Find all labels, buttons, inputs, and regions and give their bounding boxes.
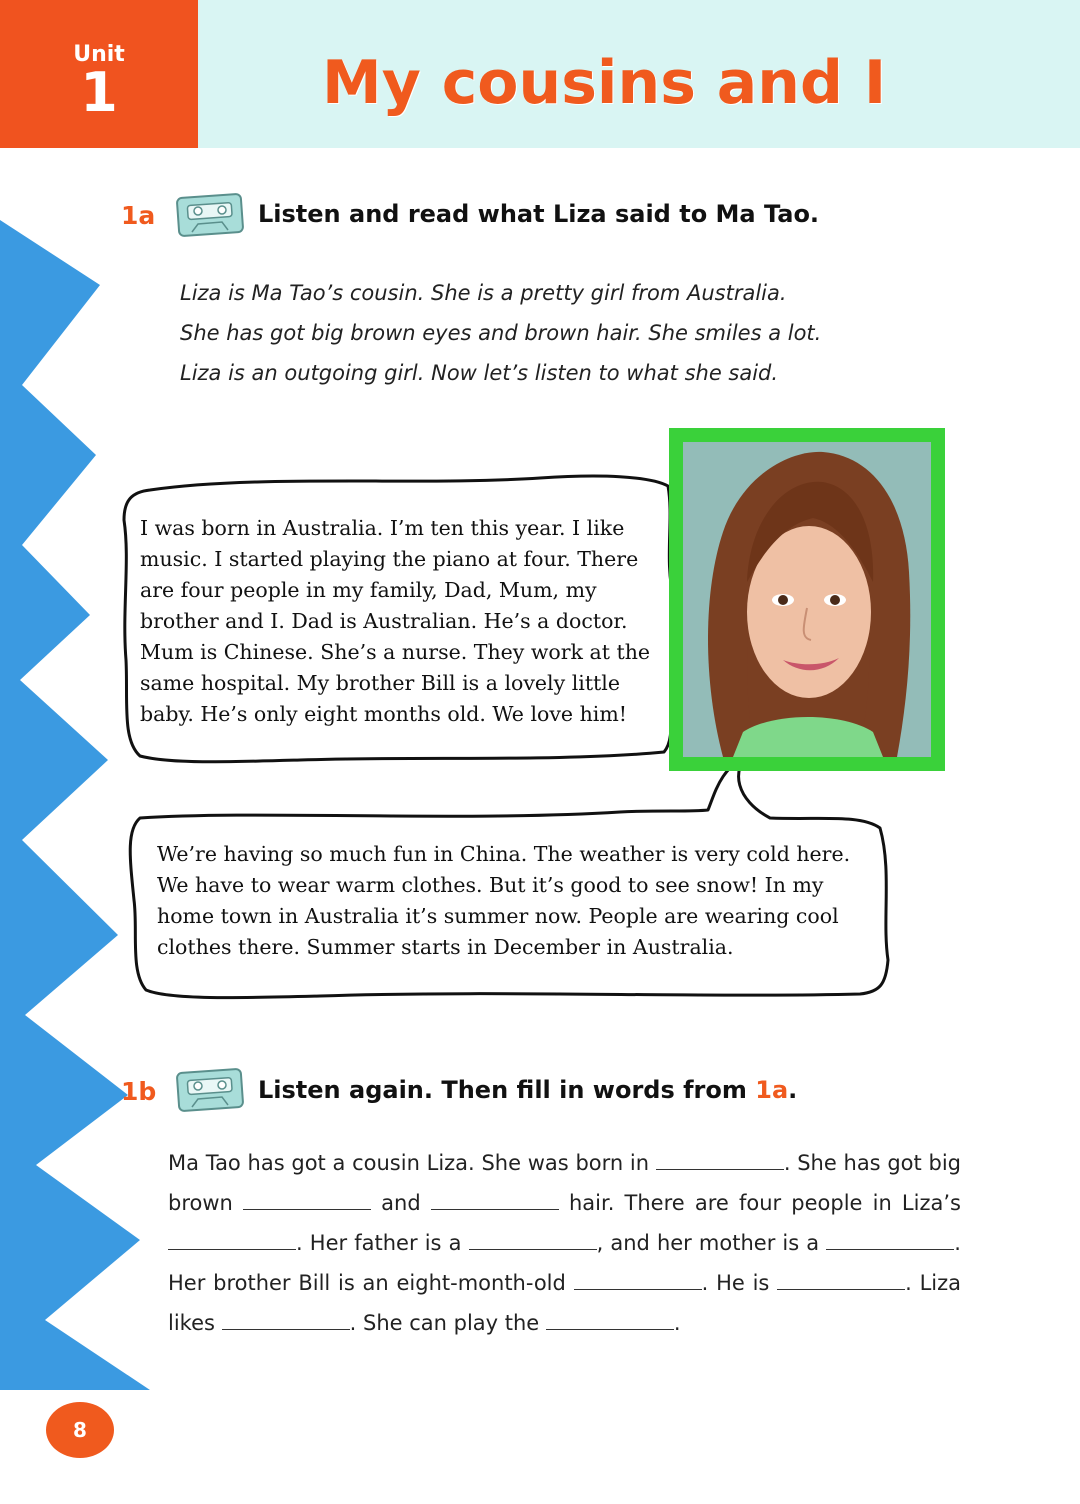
bubble-line: same hospital. My brother Bill is a lovely little xyxy=(140,671,620,695)
bubble-line: home town in Australia it’s summer now. People are wearing cool xyxy=(157,904,839,928)
bubble-line: clothes there. Summer starts in December in Australia. xyxy=(157,935,734,959)
exercise-text: hair. There are four people in Liza’s xyxy=(568,1191,961,1215)
exercise-text: . xyxy=(673,1311,681,1335)
exercise-line xyxy=(168,1223,961,1263)
section-1b-heading xyxy=(258,1076,797,1104)
blank-father-job[interactable] xyxy=(469,1229,597,1250)
exercise-line xyxy=(168,1263,961,1303)
speech-bubble-1 xyxy=(140,513,650,730)
exercise-text: . xyxy=(954,1231,961,1255)
blank-lovely[interactable] xyxy=(777,1269,905,1290)
bubble-line: brother and I. Dad is Australian. He’s a doctor. xyxy=(140,609,628,633)
exercise-text: brown xyxy=(168,1191,233,1215)
section-1a-heading: Listen and read what Liza said to Ma Tao. xyxy=(258,200,820,228)
blank-born-in[interactable] xyxy=(656,1149,784,1170)
exercise-line xyxy=(168,1183,961,1223)
page-title: My cousins and I xyxy=(322,48,887,118)
section-1b-number: 1b xyxy=(121,1077,157,1106)
cassette-tape-icon xyxy=(176,1067,246,1113)
exercise-text: and xyxy=(381,1191,421,1215)
section-1a-number: 1a xyxy=(121,201,156,230)
intro-line: Liza is an outgoing girl. Now let’s listen to what she said. xyxy=(180,361,779,385)
blank-mother-job[interactable] xyxy=(826,1229,954,1250)
exercise-text: Ma Tao has got a cousin Liza. She was born in xyxy=(168,1151,650,1175)
section-1b-heading-end: . xyxy=(788,1076,798,1104)
bubble-line: baby. He’s only eight months old. We love him! xyxy=(140,702,628,726)
speech-bubble-2 xyxy=(157,839,850,963)
bubble-line: are four people in my family, Dad, Mum, my xyxy=(140,578,597,602)
exercise-text: . She can play the xyxy=(349,1311,540,1335)
blank-family[interactable] xyxy=(168,1229,296,1250)
blank-likes[interactable] xyxy=(222,1309,350,1330)
girl-portrait xyxy=(683,442,931,757)
section-1b-heading-ref: 1a xyxy=(755,1076,789,1104)
intro-line: She has got big brown eyes and brown hair. She smiles a lot. xyxy=(180,321,822,345)
intro-line: Liza is Ma Tao’s cousin. She is a pretty girl from Australia. xyxy=(180,281,787,305)
exercise-text: . Her father is a xyxy=(296,1231,462,1255)
bubble-line: music. I started playing the piano at four. There xyxy=(140,547,639,571)
bubble-line: We’re having so much fun in China. The weather is very cold here. xyxy=(157,842,851,866)
bubble-line: We have to wear warm clothes. But it’s good to see snow! In my xyxy=(157,873,824,897)
exercise-line xyxy=(168,1303,961,1343)
blank-baby[interactable] xyxy=(574,1269,702,1290)
exercise-text: Her brother Bill is an eight-month-old xyxy=(168,1271,566,1295)
exercise-line xyxy=(168,1143,961,1183)
bubble-line: I was born in Australia. I’m ten this year. I like xyxy=(140,516,625,540)
blank-hair[interactable] xyxy=(431,1189,559,1210)
exercise-text: likes xyxy=(168,1311,215,1335)
bubble-line: Mum is Chinese. She’s a nurse. They work at the xyxy=(140,640,651,664)
exercise-text: , and her mother is a xyxy=(596,1231,820,1255)
unit-number: 1 xyxy=(80,61,118,124)
unit-label: Unit xyxy=(73,42,125,67)
section-1b-heading-text: Listen again. Then fill in words from xyxy=(258,1076,756,1104)
exercise-text: . Liza xyxy=(905,1271,961,1295)
page-number: 8 xyxy=(46,1402,114,1458)
exercise-text: . He is xyxy=(701,1271,770,1295)
exercise-text: . She has got big xyxy=(783,1151,961,1175)
fill-in-exercise xyxy=(168,1143,961,1343)
photo-frame xyxy=(669,428,945,771)
blank-eyes[interactable] xyxy=(243,1189,371,1210)
blank-instrument[interactable] xyxy=(546,1309,674,1330)
